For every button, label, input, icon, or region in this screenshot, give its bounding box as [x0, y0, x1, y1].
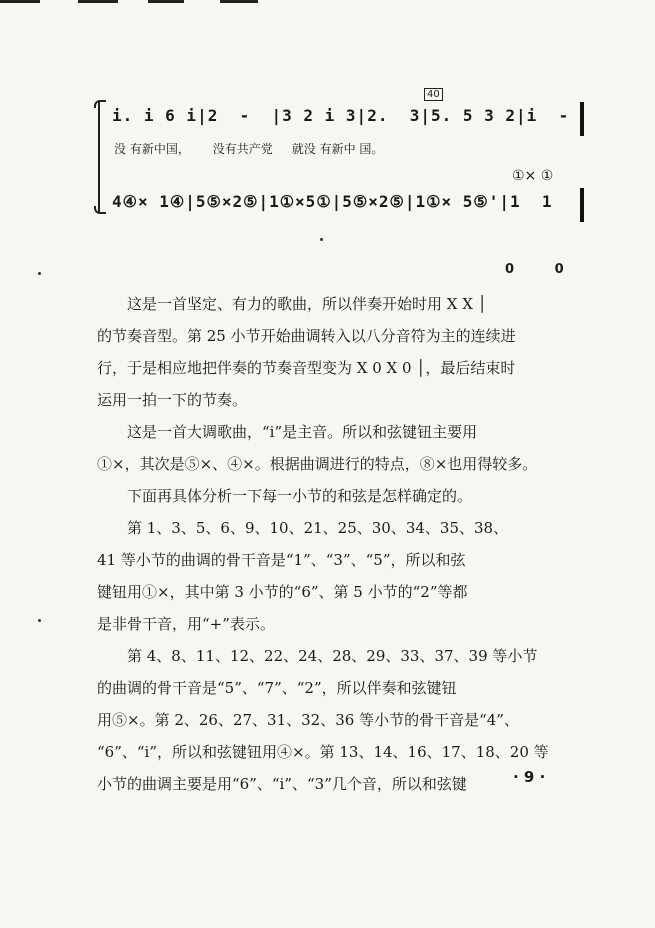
paragraph-line: 第 4、8、11、12、22、24、28、29、33、37、39 等小节	[127, 647, 538, 665]
end-barline-bottom	[580, 188, 584, 222]
accompaniment-line: 4④× 1④|5⑤×2⑤|1①×5①|5⑤×2⑤|1①× 5⑤'|1 1	[112, 192, 553, 211]
paragraph-line: 行，于是相应地把伴奏的节奏音型变为 X 0 X 0 │，最后结束时	[97, 359, 516, 377]
body-text	[97, 288, 577, 800]
paragraph-line: ①×，其次是⑤×、④×。根据曲调进行的特点，⑧×也用得较多。	[97, 455, 538, 473]
paragraph-line: 的节奏音型。第 25 小节开始曲调转入以八分音符为主的连续进	[97, 327, 516, 345]
score-brace	[94, 100, 106, 108]
paragraph-line: “6”、“i”，所以和弦键钮用④×。第 13、14、16、17、18、20 等	[97, 743, 549, 761]
music-score	[92, 88, 592, 238]
rhythm-example: 0 0	[505, 262, 582, 277]
scan-speck	[38, 272, 41, 275]
paragraph-line: 第 1、3、5、6、9、10、21、25、30、34、35、38、	[127, 519, 509, 537]
melody-line: i. i 6 i|2 - |3 2 i 3|2. 3|5. 5 3 2|i -	[112, 106, 570, 125]
paragraph-line: 运用一拍一下的节奏。	[97, 391, 248, 409]
paragraph-line: 小节的曲调主要是用“6”、“i”、“3”几个音，所以和弦键	[97, 775, 467, 793]
measure-number-box: 40	[424, 88, 443, 101]
top-edge-marks	[0, 0, 655, 8]
lyrics-line: 没 有新中国， 没有共产党 就没 有新中 国。	[114, 142, 384, 156]
paragraph-line: 41 等小节的曲调的骨干音是“1”、“3”、“5”，所以和弦	[97, 551, 466, 569]
paragraph-line: 的曲调的骨干音是“5”、“7”、“2”，所以伴奏和弦键钮	[97, 679, 457, 697]
chord-marks: ①× ①	[512, 168, 554, 184]
paragraph-line: 用⑤×。第 2、26、27、31、32、36 等小节的骨干音是“4”、	[97, 711, 519, 729]
paragraph-line: 键钮用①×，其中第 3 小节的“6”、第 5 小节的“2”等都	[97, 583, 468, 601]
end-barline-top	[580, 102, 584, 136]
paragraph-line: 下面再具体分析一下每一小节的和弦是怎样确定的。	[127, 487, 473, 505]
paragraph-line: 是非骨干音，用“+”表示。	[97, 615, 275, 633]
paragraph-line: 这是一首坚定、有力的歌曲，所以伴奏开始时用 X X │	[127, 295, 487, 313]
paragraph-line: 这是一首大调歌曲，“i”是主音。所以和弦键钮主要用	[127, 423, 478, 441]
scan-speck	[320, 238, 323, 241]
page-number: · 9 ·	[513, 768, 546, 786]
scan-speck	[38, 619, 41, 622]
